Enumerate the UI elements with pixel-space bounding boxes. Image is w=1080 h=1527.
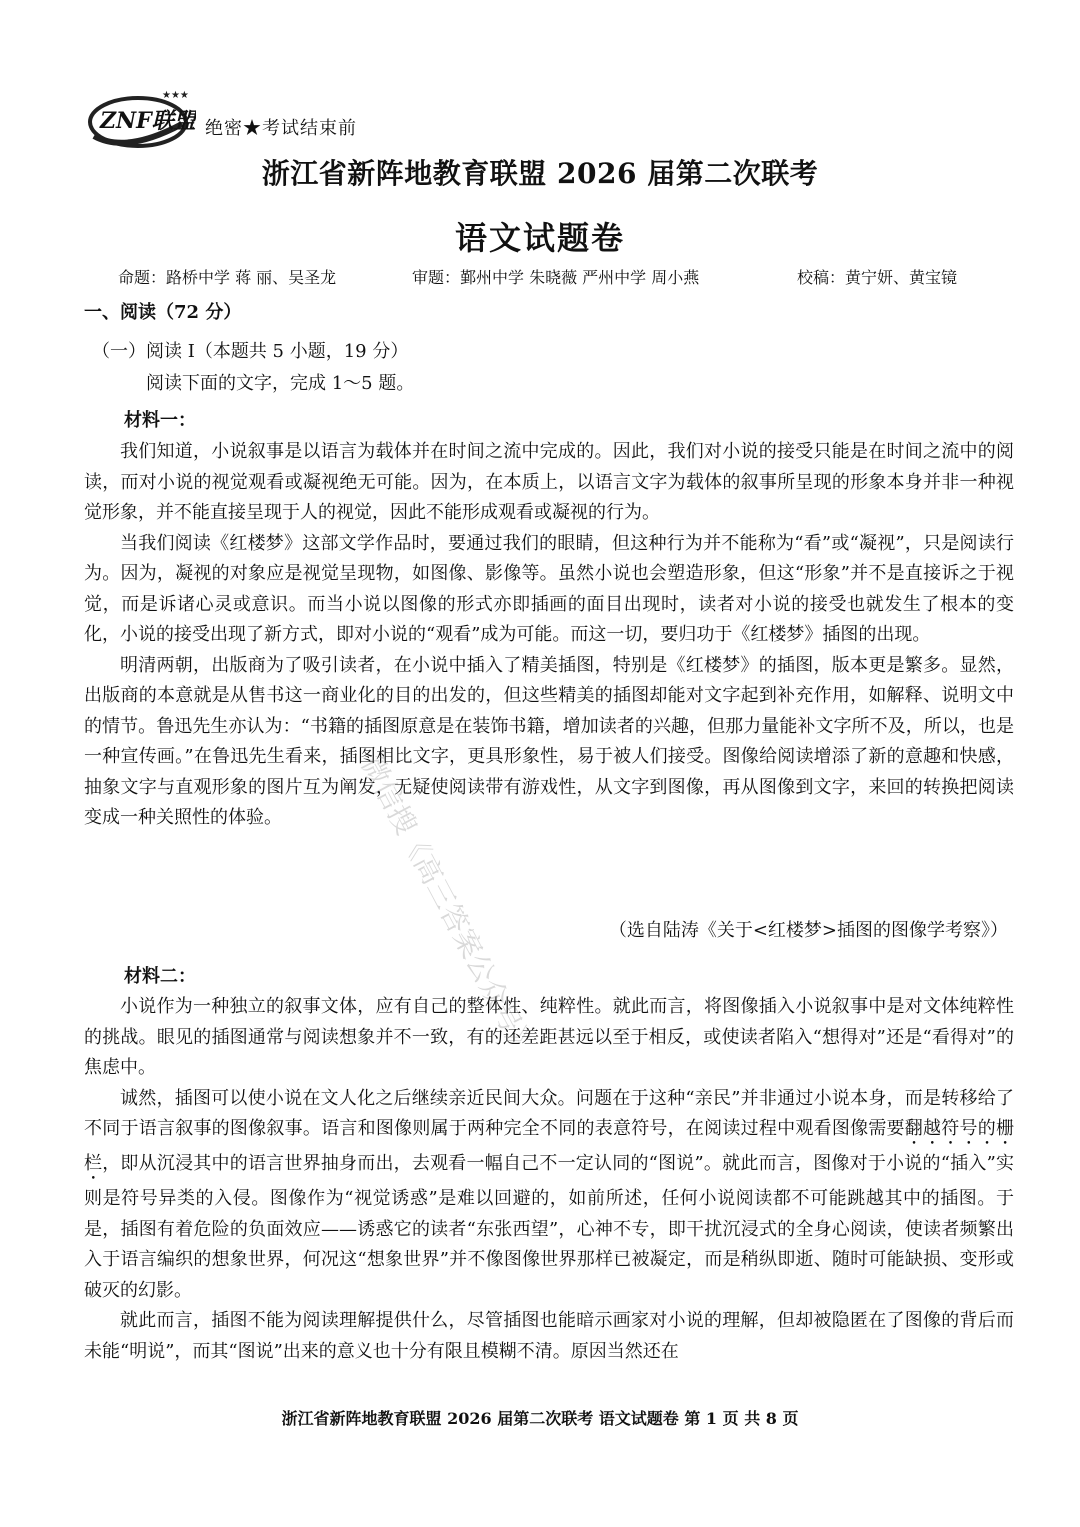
watermark: 微信搜《高三答案公众号》 xyxy=(354,750,542,1063)
alliance-logo xyxy=(86,84,196,154)
emphasized-phrase: 翻越符号的栅栏 xyxy=(84,1118,1014,1174)
page-footer: 浙江省新阵地教育联盟 2026 届第二次联考 语文试题卷 第 1 页 共 8 页 xyxy=(281,1409,799,1428)
paragraph-text: 诚然，插图可以使小说在文人化之后继续亲近民间大众。问题在于这种“亲民”并非通过小说本身，而是转移给了不同于语言叙事的图像叙事。语言和图像则属于两种完全不同的表意符号，在阅读过程中观看图像需要 xyxy=(84,1087,1014,1139)
paragraph: 小说作为一种独立的叙事文体，应有自己的整体性、纯粹性。就此而言，将图像插入小说叙事中是对文体纯粹性的挑战。眼见的插图通常与阅读想象并不一致，有的还差距甚远以至于相反，或使读者陷入“想得对”还是“看得对”的焦虑中。 xyxy=(84,996,1014,1078)
credits-authors: 命题：路桥中学 蒋 丽、吴圣龙 xyxy=(118,268,337,287)
svg-text:★★★: ★★★ xyxy=(162,90,189,101)
subsection-heading: （一）阅读 I（本题共 5 小题，19 分） xyxy=(92,341,409,362)
paragraph: 就此而言，插图不能为阅读理解提供什么，尽管插图也能暗示画家对小说的理解，但却被隐匿在了图像的背后而未能“明说”，而其“图说”出来的意义也十分有限且模糊不清。原因当然还在 xyxy=(84,1310,1014,1362)
logo-text: ZNF联盟 xyxy=(100,108,196,134)
material-one-source: （选自陆涛《关于<红楼梦>插图的图像学考察》） xyxy=(608,920,1008,941)
material-one-text xyxy=(84,437,1014,834)
paragraph: 我们知道，小说叙事是以语言为载体并在时间之流中完成的。因此，我们对小说的接受只能是在时间之流中的阅读，而对小说的视觉观看或凝视绝无可能。因为，在本质上，以语言文字为载体的叙事所呈现的形象本身并非一种视觉形象，并不能直接呈现于人的视觉，因此不能形成观看或凝视的行为。 xyxy=(84,441,1014,523)
credits-reviewers: 审题：鄞州中学 朱晓薇 严州中学 周小燕 xyxy=(412,268,700,287)
exam-title: 浙江省新阵地教育联盟 2026 届第二次联考 xyxy=(261,157,819,190)
material-one-heading: 材料一： xyxy=(124,410,196,431)
paragraph: 明清两朝，出版商为了吸引读者，在小说中插入了精美插图，特别是《红楼梦》的插图，版本更是繁多。显然，出版商的本意就是从售书这一商业化的目的出发的，但这些精美的插图却能对文字起到补充作用，如解释、说明文中的情节。鲁迅先生亦认为：“书籍的插图原意是在装饰书籍，增加读者的兴趣，但那力量能补文字所不及，所以，也是一种宣传画。”在鲁迅先生看来，插图相比文字，更具形象性，易于被人们接受。图像给阅读增添了新的意趣和快感，抽象文字与直观形象的图片互为阐发，无疑使阅读带有游戏性，从文字到图像，再从图像到文字，来回的转换把阅读变成一种关照性的体验。 xyxy=(84,654,1014,828)
paper-title: 语文试题卷 xyxy=(454,219,625,257)
paragraph-text: ，即从沉浸其中的语言世界抽身而出，去观看一幅自己不一定认同的“图说”。就此而言，图像对于小说的“插入”实则是符号异类的入侵。图像作为“视觉诱惑”是难以回避的，如前所述，任何小说阅读都不可能跳越其中的插图。于是，插图有着危险的负面效应——诱惑它的读者“东张西望”，心神不专，即干扰沉浸式的全身心阅读，使读者频繁出入于语言编织的想象世界，何况这“想象世界”并不像图像世界那样已被凝定，而是稍纵即逝、随时可能缺损、变形或破灭的幻影。 xyxy=(84,1153,1014,1301)
paragraph xyxy=(84,1084,1014,1307)
reading-instruction: 阅读下面的文字，完成 1～5 题。 xyxy=(146,373,415,394)
section-heading: 一、阅读（72 分） xyxy=(84,302,242,323)
logo-emblem-icon xyxy=(86,84,196,154)
confidential-label: 绝密★考试结束前 xyxy=(205,118,357,139)
paragraph: 当我们阅读《红楼梦》这部文学作品时，要通过我们的眼睛，但这种行为并不能称为“看”或“凝视”，只是阅读行为。因为，凝视的对象应是视觉呈现物，如图像、影像等。虽然小说也会塑造形象，但这“形象”并不是直接诉之于视觉，而是诉诸心灵或意识。而当小说以图像的形式亦即插画的面目出现时，读者对小说的接受也就发生了根本的变化，小说的接受出现了新方式，即对小说的“观看”成为可能。而这一切，要归功于《红楼梦》插图的出现。 xyxy=(84,532,1014,645)
material-two-text xyxy=(84,992,1014,1367)
material-two-heading: 材料二： xyxy=(124,966,196,987)
credits-proofreaders: 校稿：黄宁妍、黄宝镜 xyxy=(797,268,958,287)
